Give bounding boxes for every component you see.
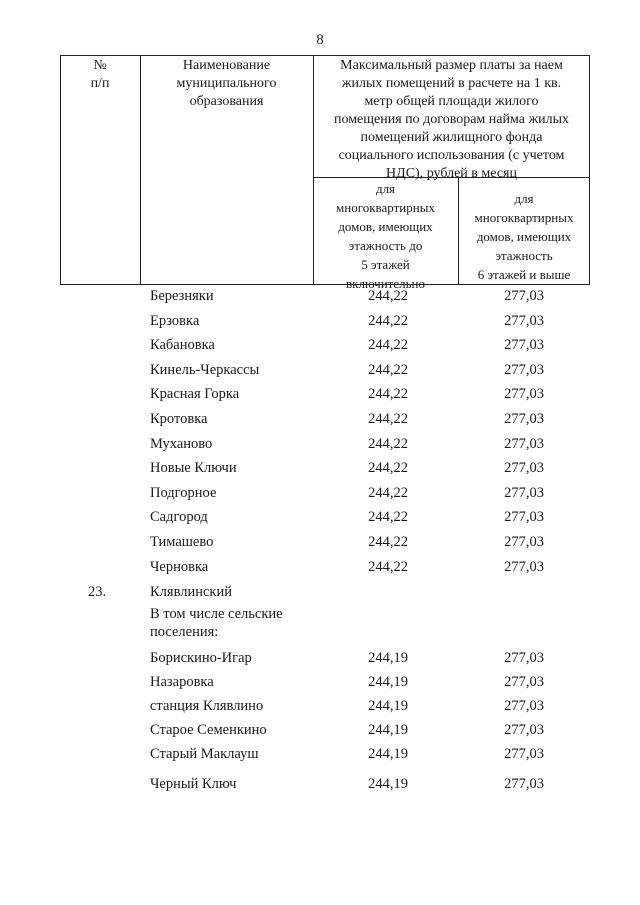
table-row (0, 746, 640, 770)
table-row (0, 509, 640, 533)
fee-6-floors-and-above: 277,03 (504, 650, 544, 666)
fee-up-to-5-floors: 244,22 (368, 509, 408, 526)
header-col-name: Наименование муниципального образования (176, 58, 277, 109)
fee-up-to-5-floors: 244,19 (368, 722, 408, 738)
settlement-name: станция Клявлино (150, 698, 264, 714)
table-row (0, 650, 640, 674)
rural-settlements-subtitle: В том числе сельские поселения: (150, 606, 283, 640)
fee-6-floors-and-above: 277,03 (504, 484, 544, 501)
settlement-name: Старое Семенкино (150, 722, 267, 738)
fee-up-to-5-floors: 244,22 (368, 484, 408, 501)
fee-6-floors-and-above: 277,03 (504, 509, 544, 526)
fee-6-floors-and-above: 277,03 (504, 288, 544, 304)
table-row (0, 776, 640, 800)
fee-6-floors-and-above: 277,03 (504, 435, 544, 452)
settlement-name: Новые Ключи (150, 460, 237, 477)
table-row (0, 411, 640, 435)
table-row (0, 460, 640, 484)
table-row (0, 337, 640, 361)
table-row (0, 722, 640, 746)
fee-6-floors-and-above: 277,03 (504, 776, 544, 792)
fee-6-floors-and-above: 277,03 (504, 558, 544, 575)
table-row (0, 559, 640, 583)
table-row (0, 386, 640, 410)
table-row (0, 674, 640, 698)
fee-6-floors-and-above: 277,03 (504, 460, 544, 477)
fee-up-to-5-floors: 244,19 (368, 698, 408, 714)
fee-up-to-5-floors: 244,22 (368, 435, 408, 452)
fee-6-floors-and-above: 277,03 (504, 674, 544, 690)
table-row (0, 288, 640, 312)
fee-6-floors-and-above: 277,03 (504, 698, 544, 714)
fee-up-to-5-floors: 244,22 (368, 288, 408, 304)
fee-up-to-5-floors: 244,19 (368, 650, 408, 666)
fee-up-to-5-floors: 244,22 (368, 337, 408, 354)
table-row (0, 698, 640, 722)
fee-up-to-5-floors: 244,19 (368, 776, 408, 792)
municipality-name: Клявлинский (150, 584, 232, 600)
fee-up-to-5-floors: 244,22 (368, 411, 408, 427)
settlement-name: Кротовка (150, 411, 208, 427)
settlement-name: Ерзовка (150, 312, 200, 329)
fee-up-to-5-floors: 244,22 (368, 534, 408, 550)
settlement-name: Кинель-Черкассы (150, 361, 260, 378)
page-number: 8 (316, 32, 324, 48)
settlement-name: Назаровка (150, 674, 214, 690)
fee-up-to-5-floors: 244,22 (368, 386, 408, 403)
fee-up-to-5-floors: 244,22 (368, 460, 408, 477)
fee-up-to-5-floors: 244,22 (368, 312, 408, 329)
settlement-name: Черновка (150, 558, 209, 575)
fee-6-floors-and-above: 277,03 (504, 386, 544, 403)
fee-6-floors-and-above: 277,03 (504, 534, 544, 550)
table-row (0, 313, 640, 337)
settlement-name: Муханово (150, 435, 213, 452)
settlement-name: Подгорное (150, 484, 217, 501)
settlement-name: Кабановка (150, 337, 215, 354)
header-col-6-floors-and-above: для многоквартирных домов, имеющих этажность 6 этажей и выше (474, 191, 574, 282)
fee-6-floors-and-above: 277,03 (504, 361, 544, 378)
fee-6-floors-and-above: 277,03 (504, 722, 544, 738)
fee-up-to-5-floors: 244,19 (368, 746, 408, 762)
settlement-name: Тимашево (150, 534, 214, 550)
fee-6-floors-and-above: 277,03 (504, 746, 544, 762)
header-col-max-fee: Максимальный размер платы за наем жилых помещений в расчете на 1 кв. метр общей площади жилого помещения по договорам найма жилых помещений жилищного фонда социального использования (с учетом НДС), рублей в месяц (333, 58, 570, 181)
fee-6-floors-and-above: 277,03 (504, 312, 544, 329)
table-header (60, 55, 590, 291)
fee-6-floors-and-above: 277,03 (504, 411, 544, 427)
settlement-name: Березняки (150, 288, 214, 304)
header-col-number: № п/п (90, 58, 110, 91)
fee-up-to-5-floors: 244,19 (368, 674, 408, 690)
fee-6-floors-and-above: 277,03 (504, 337, 544, 354)
settlement-name: Борискино-Игар (150, 650, 252, 666)
fee-up-to-5-floors: 244,22 (368, 361, 408, 378)
settlement-name: Черный Ключ (150, 776, 237, 792)
table-row (0, 362, 640, 386)
table-row (0, 485, 640, 509)
row-number: 23. (88, 584, 107, 600)
fee-up-to-5-floors: 244,22 (368, 558, 408, 575)
municipality-row (0, 584, 640, 608)
settlement-name: Садгород (150, 509, 208, 526)
settlement-name: Красная Горка (150, 386, 240, 403)
table-row (0, 534, 640, 558)
table-row (0, 436, 640, 460)
settlement-name: Старый Маклауш (150, 746, 259, 762)
header-col-up-to-5-floors: для многоквартирных домов, имеющих этажность до 5 этажей включительно (336, 181, 435, 291)
